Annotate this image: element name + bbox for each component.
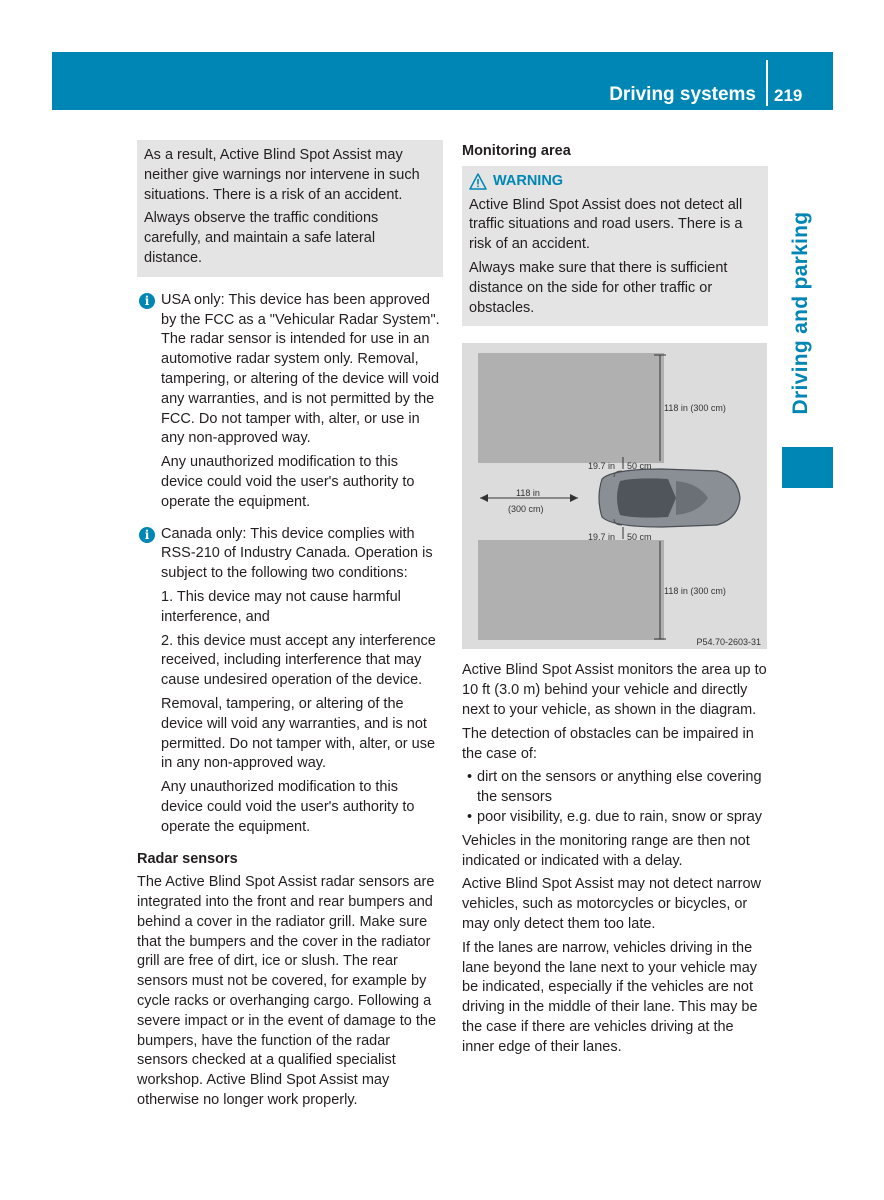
header-divider xyxy=(766,60,768,106)
list-item: • poor visibility, e.g. due to rain, snow or spray xyxy=(462,808,768,828)
body-text: If the lanes are narrow, vehicles driving in the lane beyond the lane next to your vehicle may be indicated, especially if the vehicles are not driving in the middle of their lane. This may be the case if there are vehicles driving at the inner edge of their lanes. xyxy=(462,939,758,1055)
chapter-marker xyxy=(782,447,833,488)
warning-text: Always observe the traffic conditions carefully, and maintain a safe lateral distance. xyxy=(144,210,379,266)
monitoring-area-heading: Monitoring area xyxy=(462,143,571,159)
warning-box xyxy=(462,166,768,327)
warning-text: Always make sure that there is sufficient distance on the side for other traffic or obstacles. xyxy=(469,259,728,316)
body-text: The detection of obstacles can be impaired in the case of: xyxy=(462,725,754,762)
side-chapter-tab[interactable] xyxy=(770,178,832,448)
info-icon: i xyxy=(139,527,155,543)
warning-continuation-box xyxy=(137,140,443,277)
upper-detection-zone xyxy=(478,353,664,463)
note-text: Removal, tampering, or altering of the device will void any warranties, and is not permitted. Do not tamper with, alter, or use in any non-approved way. xyxy=(161,695,436,772)
label-gap-bottom-cm: 50 cm xyxy=(627,532,652,543)
note-text: 2. this device must accept any interference received, including interference that may cause undesired operation of the device. xyxy=(161,632,436,689)
note-text: 1. This device may not cause harmful interference, and xyxy=(161,588,401,625)
radar-sensors-heading: Radar sensors xyxy=(137,850,238,867)
label-gap-top: 19.7 in xyxy=(588,461,616,472)
chapter-label: Driving and parking xyxy=(789,211,812,415)
label-gap-top-cm: 50 cm xyxy=(627,461,652,472)
label-rear-range: 118 in xyxy=(516,488,540,499)
label-rear-range-cm: (300 cm) xyxy=(508,504,544,515)
body-text: Active Blind Spot Assist monitors the area up to 10 ft (3.0 m) behind your vehicle and directly next to your vehicle, as shown in the diagram. xyxy=(462,662,767,718)
usa-note xyxy=(137,291,443,517)
note-text: Canada only: This device complies with RSS-210 of Industry Canada. Operation is subject to the following two conditions: xyxy=(161,525,433,582)
warning-text: As a result, Active Blind Spot Assist may neither give warnings nor intervene in such situations. There is a risk of an accident. xyxy=(144,147,420,203)
right-column xyxy=(462,140,768,1062)
body-text: Active Blind Spot Assist may not detect narrow vehicles, such as motorcycles or bicycles, or may only detect them too late. xyxy=(462,876,761,932)
info-icon: i xyxy=(139,293,155,309)
body-text: Vehicles in the monitoring range are then not indicated or indicated with a delay. xyxy=(462,832,750,869)
note-text: USA only: This device has been approved by the FCC as a "Vehicular Radar System". The radar sensor is intended for use in an automotive radar system only. Removal, tampering, or altering of the device will void any warranties, and is not permitted by the FCC. Do not tamper with, alter, or use in any non-approved way. xyxy=(161,291,440,447)
bullet-icon: • xyxy=(466,769,473,786)
figure-code: P54.70-2603-31 xyxy=(696,637,761,648)
canada-note xyxy=(137,525,443,842)
label-bottom-range: 118 in (300 cm) xyxy=(664,586,726,597)
list-item: • dirt on the sensors or anything else covering the sensors xyxy=(462,768,768,808)
car-top-view xyxy=(599,469,740,527)
left-column xyxy=(137,140,443,1115)
warning-header xyxy=(469,172,761,192)
label-gap-bottom: 19.7 in xyxy=(588,532,616,543)
page-number: 219 xyxy=(774,86,803,105)
bullet-icon: • xyxy=(466,808,473,825)
section-title: Driving systems xyxy=(609,84,756,105)
note-text: Any unauthorized modification to this device could void the user's authority to operate the equipment. xyxy=(161,779,415,835)
note-text: Any unauthorized modification to this device could void the user's authority to operate the equipment. xyxy=(161,454,415,510)
warning-triangle-icon xyxy=(469,173,487,190)
diagram-graphic xyxy=(462,343,767,649)
radar-sensors-text: The Active Blind Spot Assist radar sensors are integrated into the front and rear bumpers and behind a cover in the radiator grill. Make sure that the bumpers and the cover in the radiator grill are free of dirt, ice or slush. The rear sensors must not be covered, for example by cycle racks or overhanging cargo. Following a severe impact or in the event of damage to the bumpers, have the function of the radar sensors checked at a qualified specialist workshop. Active Blind Spot Assist may otherwise no longer work properly. xyxy=(137,874,437,1109)
label-top-range: 118 in (300 cm) xyxy=(664,403,726,414)
warning-text: Active Blind Spot Assist does not detect all traffic situations and road users. There is a risk of an accident. xyxy=(469,196,743,253)
warning-label: WARNING xyxy=(493,172,564,189)
lower-detection-zone xyxy=(478,540,664,640)
monitoring-area-diagram xyxy=(462,343,767,649)
